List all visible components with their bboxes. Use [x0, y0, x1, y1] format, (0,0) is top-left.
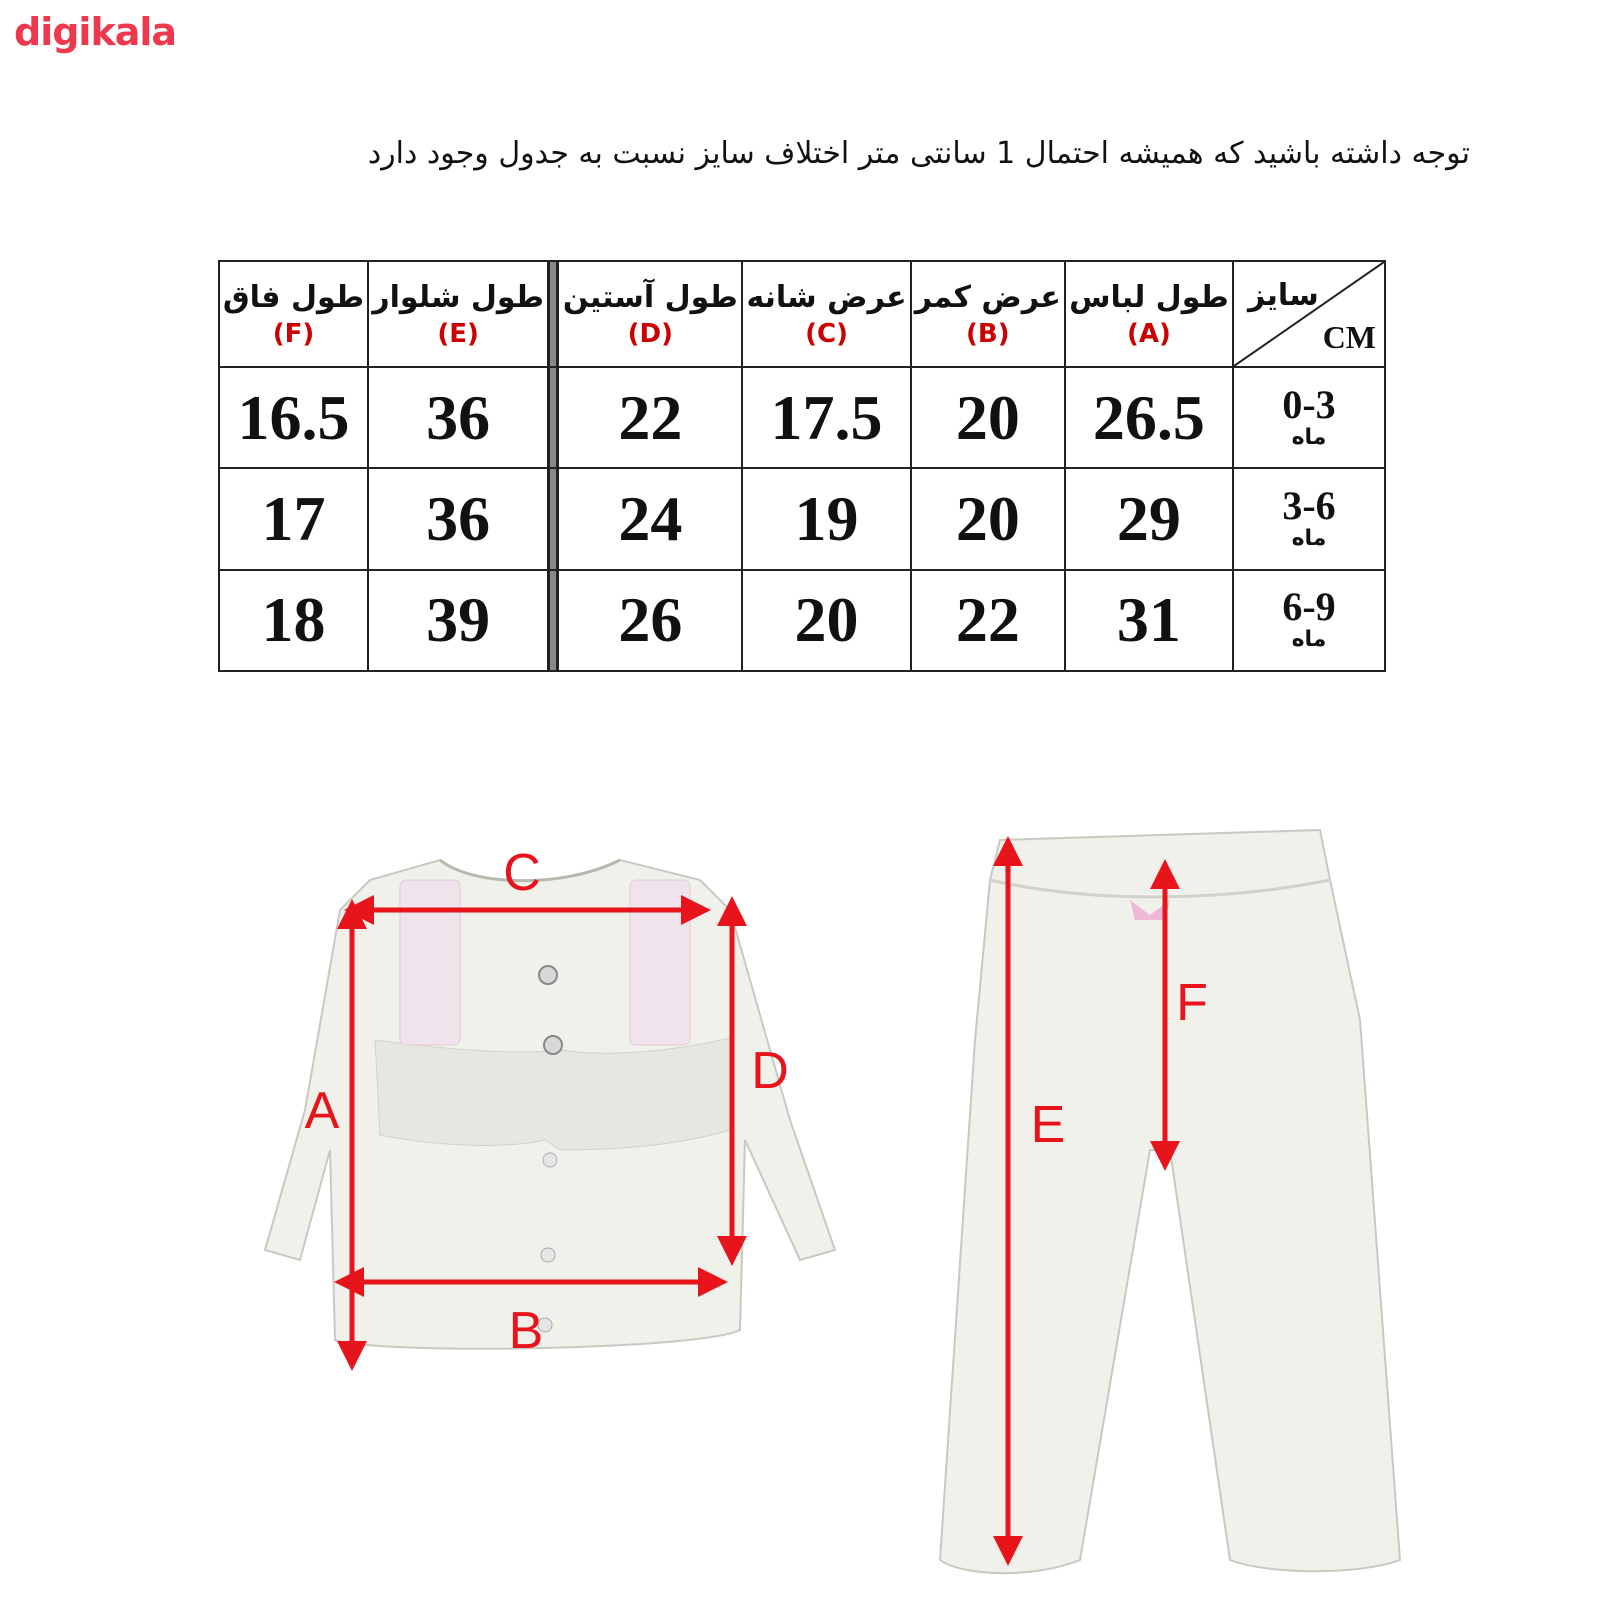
label-f: F [1176, 974, 1208, 1032]
size-unit: ماه [1291, 424, 1327, 450]
header-pants-length [368, 261, 549, 367]
table-row [219, 367, 1385, 468]
label-a: A [304, 1082, 340, 1140]
size-tolerance-notice: توجه داشته باشید که همیشه احتمال 1 سانتی متر اختلاف سایز نسبت به جدول وجود دارد [367, 136, 1470, 171]
header-name: طول شلوار [372, 279, 544, 315]
size-chart-table [218, 260, 1386, 672]
digikala-logo: digikala [14, 10, 177, 54]
header-code: (A) [1126, 318, 1171, 349]
cell-garment-length: 26.5 [1065, 367, 1233, 468]
label-d: D [751, 1042, 789, 1100]
cell-waist-width: 20 [911, 367, 1065, 468]
table-divider [549, 261, 558, 367]
size-range: 0-3 [1282, 381, 1336, 427]
header-name: طول آستین [562, 279, 738, 315]
table-row [219, 468, 1385, 569]
cell-waist-width: 20 [911, 468, 1065, 569]
cell-crotch-length: 18 [219, 570, 368, 671]
header-shoulder-width [742, 261, 911, 367]
header-code: (E) [437, 318, 479, 349]
corner-unit-label: CM [1322, 319, 1376, 355]
cell-size [1233, 367, 1385, 468]
cell-sleeve-length: 26 [558, 570, 742, 671]
cell-crotch-length: 17 [219, 468, 368, 569]
size-range: 3-6 [1282, 482, 1336, 528]
cell-pants-length: 39 [368, 570, 549, 671]
size-unit: ماه [1291, 627, 1327, 653]
measurement-diagram [0, 820, 1600, 1600]
label-e: E [1030, 1096, 1066, 1154]
size-range: 6-9 [1282, 584, 1336, 630]
label-b: B [508, 1302, 544, 1360]
header-name: طول فاق [222, 279, 365, 315]
header-name: عرض شانه [746, 279, 907, 315]
cell-sleeve-length: 24 [558, 468, 742, 569]
cell-shoulder-width: 20 [742, 570, 911, 671]
cell-pants-length: 36 [368, 367, 549, 468]
cell-garment-length: 31 [1065, 570, 1233, 671]
table-header-row [219, 261, 1385, 367]
table-divider [549, 468, 558, 569]
header-waist-width [911, 261, 1065, 367]
cell-garment-length: 29 [1065, 468, 1233, 569]
table-row [219, 570, 1385, 671]
cell-pants-length: 36 [368, 468, 549, 569]
cell-waist-width: 22 [911, 570, 1065, 671]
cell-shoulder-width: 19 [742, 468, 911, 569]
cell-shoulder-width: 17.5 [742, 367, 911, 468]
header-code: (F) [272, 318, 315, 349]
header-name: طول لباس [1069, 279, 1229, 315]
cell-size [1233, 570, 1385, 671]
header-code: (B) [966, 318, 1010, 349]
cell-size [1233, 468, 1385, 569]
header-garment-length [1065, 261, 1233, 367]
table-divider [549, 367, 558, 468]
header-sleeve-length [558, 261, 742, 367]
cell-crotch-length: 16.5 [219, 367, 368, 468]
label-c: C [503, 844, 541, 902]
header-code: (C) [805, 318, 848, 349]
cell-sleeve-length: 22 [558, 367, 742, 468]
table-divider [549, 570, 558, 671]
header-size-corner [1233, 261, 1385, 367]
header-name: عرض کمر [914, 279, 1061, 315]
header-crotch-length [219, 261, 368, 367]
size-unit: ماه [1291, 525, 1327, 551]
header-code: (D) [627, 318, 674, 349]
corner-size-label: سایز [1248, 278, 1319, 313]
